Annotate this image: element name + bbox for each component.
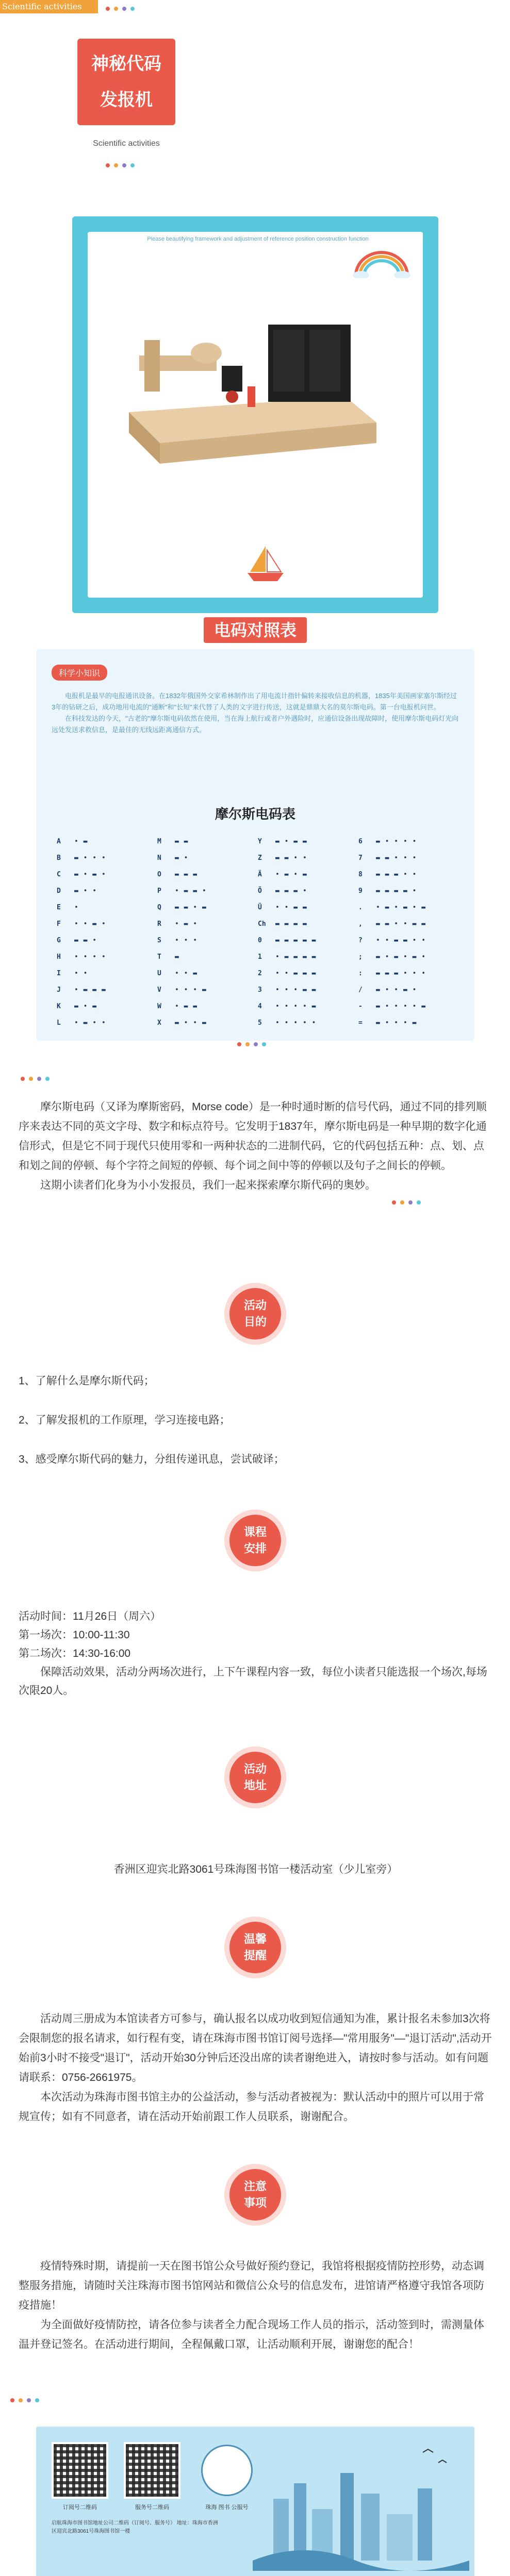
morse-code: ▬ • • • (74, 854, 106, 862)
location-heading-line1: 活动 (243, 1762, 267, 1775)
reminder-heading-line1: 温馨 (243, 1933, 267, 1945)
city-skyline-icon (253, 2437, 469, 2571)
morse-code: • • • • (74, 953, 106, 961)
purpose-item-2: 2、了解发报机的工作原理，学习连接电路； (19, 1414, 231, 1426)
qr1-label: 订阅号二维码 (63, 2504, 97, 2511)
morse-character: Y (258, 838, 262, 845)
footer-dots (10, 2396, 510, 2406)
morse-code: • • • • ▬ (275, 1003, 317, 1010)
morse-entry (157, 967, 258, 981)
sparkle-dots-left (21, 1074, 54, 1083)
morse-character: L (57, 1019, 61, 1027)
morse-entry (358, 835, 459, 849)
morse-character: 2 (258, 970, 262, 977)
morse-code: ▬ • • ▬ • (376, 986, 417, 994)
subscription-qr-code[interactable] (52, 2442, 108, 2499)
morse-code: • ▬ • (175, 920, 198, 928)
morse-code: ▬ • ▬ • ▬ • (376, 953, 426, 961)
notice-heading-line1: 注意 (243, 2180, 267, 2193)
morse-entry (157, 917, 258, 931)
morse-character: B (57, 854, 61, 862)
morse-code: • • ▬ • (74, 920, 106, 928)
morse-code: ▬ • ▬ (74, 1003, 97, 1010)
morse-code: • • ▬ ▬ (275, 904, 307, 911)
morse-character: 1 (258, 953, 262, 961)
purpose-heading-line1: 活动 (243, 1299, 267, 1312)
morse-code: • • (74, 970, 88, 977)
science-tag: 科学小知识 (52, 665, 107, 681)
morse-character: R (157, 920, 161, 928)
morse-code: ▬ • • • • (376, 838, 417, 845)
morse-code: ▬ • ▬ • (74, 871, 106, 878)
schedule-session-2: 第二场次：14:30-16:00 (19, 1648, 131, 1659)
morse-entry (358, 934, 459, 948)
intro-paragraph-2: 这期小读者们化身为小小发报员，我们一起来探索摩尔斯代码的奥妙。 (40, 1179, 376, 1191)
morse-entry (57, 851, 157, 866)
morse-code: ▬ • • • ▬ (376, 1019, 417, 1027)
morse-entry (258, 835, 358, 849)
morse-entry (358, 901, 459, 915)
morse-code: ▬ ▬ • • ▬ ▬ (376, 920, 426, 928)
morse-character: F (57, 920, 61, 928)
morse-entry (258, 934, 358, 948)
morse-entry (358, 868, 459, 882)
morse-code: • (74, 904, 79, 911)
morse-entry (157, 868, 258, 882)
morse-entry (258, 917, 358, 931)
morse-entry (157, 999, 258, 1014)
morse-entry (157, 901, 258, 915)
schedule-note: 保障活动效果，活动分两场次进行，上下午课程内容一致，每位小读者只能选报一个场次,每场次限20人。 (19, 1666, 487, 1697)
purpose-item-3: 3、感受摩尔斯代码的魅力，分组传递讯息，尝试破译； (19, 1453, 285, 1465)
product-panel (72, 216, 438, 613)
notice-heading-line2: 事项 (243, 2196, 267, 2209)
morse-code: • ▬ • • (74, 1019, 106, 1027)
hero-dots (106, 161, 139, 170)
morse-character: 4 (258, 1003, 262, 1010)
morse-entry (57, 917, 157, 931)
morse-entry (57, 868, 157, 882)
footer-address: 启航珠海市图书馆地址公司二维码（订阅号、服务号） 地址：珠海市香洲区迎宾北路3061号珠海图书馆一楼 (52, 2520, 218, 2534)
schedule-heading (229, 1515, 281, 1566)
morse-entry (157, 983, 258, 997)
mid-dots (237, 1040, 270, 1049)
morse-code: ▬ ▬ (175, 838, 189, 845)
morse-entry (358, 884, 459, 899)
morse-entry (57, 967, 157, 981)
morse-table (57, 835, 459, 1030)
morse-character: 3 (258, 986, 262, 994)
morse-character: E (57, 904, 61, 911)
morse-code: • • ▬ ▬ • • (376, 937, 426, 944)
morse-code: ▬ ▬ • • (275, 854, 307, 862)
morse-entry (57, 901, 157, 915)
morse-character: T (157, 953, 161, 961)
morse-character: 6 (358, 838, 363, 845)
purpose-heading-line2: 目的 (243, 1315, 267, 1328)
morse-code: ▬ ▬ • ▬ (175, 904, 207, 911)
morse-code: ▬ • • ▬ (175, 1019, 207, 1027)
reminder-paragraph-2: 本次活动为珠海市图书馆主办的公益活动，参与活动者被视为：默认活动中的照片可以用于常规宣传；如有不同意者，请在活动开始前跟工作人员联系，谢谢配合。 (19, 2091, 484, 2123)
telegraph-kit-image (119, 278, 387, 495)
hero-subtitle: Scientific activities (93, 139, 160, 148)
morse-entry (157, 884, 258, 899)
morse-code: ▬ ▬ • • • (376, 854, 417, 862)
service-qr-code[interactable] (124, 2442, 180, 2499)
notice-paragraph-2: 为全面做好疫情防控，请各位参与读者全力配合现场工作人员的指示，活动签到时，需测量体温并登记签名。在活动进行期间，全程佩戴口罩，让活动顺利开展，谢谢您的配合！ (19, 2319, 484, 2350)
location-heading (229, 1752, 281, 1803)
morse-character: C (57, 871, 61, 878)
morse-character: S (157, 937, 161, 944)
morse-code: ▬ ▬ ▬ ▬ • (376, 887, 417, 895)
morse-entry (57, 999, 157, 1014)
morse-entry (358, 851, 459, 866)
location-heading-line2: 地址 (243, 1779, 267, 1792)
morse-character: 0 (258, 937, 262, 944)
reminder-heading-line2: 提醒 (243, 1949, 267, 1962)
morse-code: • ▬ • ▬ (275, 871, 307, 878)
rainbow-icon (351, 247, 413, 278)
schedule-heading-line2: 安排 (243, 1542, 267, 1555)
morse-code: ▬ ▬ ▬ • • (376, 871, 417, 878)
morse-entry (157, 934, 258, 948)
morse-character: Z (258, 854, 262, 862)
morse-entry (157, 950, 258, 964)
morse-entry (258, 901, 358, 915)
morse-code: • • ▬ ▬ ▬ (275, 970, 317, 977)
science-paragraph-1: 电报机是最早的电报通讯设备。在1832年俄国外交家希林制作出了用电流计指针偏转来接收信息的机器，1835年美国画家塞尔斯经过3年的钻研之后，成功地用电流的"通断"和"长短"来代替了人类的文字进行传送，这就是鼎鼎大名的莫尔斯电码。第一台电报机问世。 (52, 692, 457, 711)
intro-paragraph-1: 摩尔斯电码（又译为摩斯密码，Morse code）是一种时通时断的信号代码，通过不同的排列顺序来表达不同的英文字母、数字和标点符号。它发明于1837年，摩尔斯电码是一种早期的数字化通信形式，但是它不同于现代只使用零和一两种状态的二进制代码，它的代码包括五种：点、划、点和划之间的停顿、每个字符之间短的停顿、每个词之间中等的停顿以及句子之间长的停顿。 (19, 1101, 487, 1172)
morse-code: • ▬ • ▬ • ▬ (376, 904, 426, 911)
morse-code: ▬ ▬ ▬ ▬ ▬ (275, 937, 317, 944)
morse-code: ▬ ▬ ▬ ▬ (275, 920, 307, 928)
product-frame (88, 232, 423, 598)
hero-title-line1: 神秘代码 (91, 54, 161, 74)
reminder-heading (229, 1922, 281, 1973)
location-address: 香洲区迎宾北路3061号珠海图书馆一楼活动室（少儿室旁） (113, 1863, 398, 1875)
reminder-paragraph-1: 活动周三册成为本馆读者方可参与，确认报名以成功收到短信通知为准，累计报名未参加3次将会限制您的报名请求，如行程有变，请在珠海市图书馆订阅号选择—"常用服务"—"退订活动",活动开始前3小时不接受"退订"，活动开始30分钟后还没出席的读者谢绝进入，请按时参与活动。如有问题请联系：0756-2661975。 (19, 2013, 492, 2083)
panel-caption: Please beautifying framework and adjustment of reference position construction function (147, 236, 369, 242)
morse-character: V (157, 986, 161, 994)
morse-banner: 电码对照表 (204, 617, 307, 643)
morse-table-title: 摩尔斯电码表 (215, 806, 295, 822)
morse-code: ▬ (175, 953, 179, 961)
schedule-time: 活动时间：11月26日（周六） (19, 1611, 161, 1622)
morse-entry (57, 934, 157, 948)
morse-character: 9 (358, 887, 363, 895)
morse-character: P (157, 887, 161, 895)
morse-entry (358, 999, 459, 1014)
morse-entry (57, 835, 157, 849)
qr2-label: 服务号二维码 (135, 2504, 169, 2511)
top-dots (106, 4, 139, 13)
purpose-item-1: 1、了解什么是摩尔斯代码； (19, 1375, 155, 1387)
reminder-text (19, 2009, 493, 2127)
morse-character: / (358, 986, 363, 994)
morse-code: • ▬ ▬ ▬ (74, 986, 106, 994)
morse-entry (258, 967, 358, 981)
hero-title-line2: 发报机 (100, 90, 153, 110)
morse-character: J (57, 986, 61, 994)
morse-code: • ▬ (74, 838, 88, 845)
morse-code: • ▬ ▬ (175, 1003, 198, 1010)
schedule-text (19, 1607, 493, 1700)
logo-label: 珠海 图书 公服号 (205, 2504, 249, 2511)
morse-entry (358, 967, 459, 981)
morse-entry (358, 950, 459, 964)
morse-code: ▬ ▬ ▬ • (275, 887, 307, 895)
morse-code: ▬ • ▬ ▬ (275, 838, 307, 845)
footer-card (36, 2427, 474, 2576)
morse-entry (157, 851, 258, 866)
morse-character: - (358, 1003, 363, 1010)
morse-character: ; (358, 953, 363, 961)
morse-character: Ä (258, 871, 262, 878)
morse-character: G (57, 937, 61, 944)
morse-character: A (57, 838, 61, 845)
morse-code: • ▬ ▬ ▬ ▬ (275, 953, 317, 961)
morse-entry (157, 1016, 258, 1030)
notice-text (19, 2257, 493, 2354)
morse-character: H (57, 953, 61, 961)
morse-character: ? (358, 937, 363, 944)
morse-character: Ü (258, 904, 262, 911)
morse-character: N (157, 854, 161, 862)
morse-character: O (157, 871, 161, 878)
morse-character: Q (157, 904, 161, 911)
morse-character: 5 (258, 1019, 262, 1027)
morse-character: D (57, 887, 61, 895)
morse-character: M (157, 838, 161, 845)
schedule-heading-line1: 课程 (243, 1526, 267, 1538)
morse-character: K (57, 1003, 61, 1010)
morse-character: Ö (258, 887, 262, 895)
sailboat-icon (242, 541, 289, 587)
morse-entry (358, 1016, 459, 1030)
hero-title (77, 39, 175, 125)
morse-entry (358, 983, 459, 997)
morse-entry (57, 884, 157, 899)
sparkle-dots-right (392, 1198, 425, 1207)
morse-code: • • • • • (275, 1019, 317, 1027)
morse-entry (258, 1016, 358, 1030)
morse-code: • • • ▬ ▬ (275, 986, 317, 994)
morse-character: Ch (258, 920, 266, 928)
notice-paragraph-1: 疫情特殊时期，请提前一天在图书馆公众号做好预约登记，我馆将根据疫情防控形势，动态调整服务措施，请随时关注珠海市图书馆网站和微信公众号的信息发布，进馆请严格遵守我馆各项防疫措施！ (19, 2260, 484, 2311)
morse-code: ▬ • (175, 854, 189, 862)
morse-character: U (157, 970, 161, 977)
morse-character: W (157, 1003, 161, 1010)
morse-entry (358, 917, 459, 931)
morse-character: = (358, 1019, 363, 1027)
morse-entry (258, 950, 358, 964)
purpose-list (19, 1370, 493, 1470)
schedule-session-1: 第一场次：10:00-11:30 (19, 1629, 130, 1641)
morse-entry (57, 1016, 157, 1030)
morse-code: • ▬ ▬ • (175, 887, 207, 895)
morse-character: . (358, 904, 363, 911)
morse-code: ▬ • • • • ▬ (376, 1003, 426, 1010)
morse-character: X (157, 1019, 161, 1027)
morse-code: • • • (175, 937, 198, 944)
morse-card (36, 649, 474, 1041)
science-text (52, 690, 459, 736)
morse-code: ▬ ▬ ▬ (175, 871, 198, 878)
top-tag: Scientific activities (0, 0, 98, 13)
morse-entry (258, 999, 358, 1014)
morse-code: ▬ ▬ • (74, 937, 97, 944)
intro-text (19, 1097, 493, 1195)
morse-code: ▬ ▬ ▬ • • • (376, 970, 426, 977)
morse-character: , (358, 920, 363, 928)
morse-entry (258, 983, 358, 997)
morse-code: ▬ • • (74, 887, 97, 895)
notice-heading (229, 2169, 281, 2221)
morse-entry (157, 835, 258, 849)
morse-entry (258, 884, 358, 899)
library-logo-icon (201, 2445, 253, 2496)
purpose-heading (229, 1288, 281, 1340)
morse-code: • • • ▬ (175, 986, 207, 994)
morse-entry (258, 868, 358, 882)
morse-character: 8 (358, 871, 363, 878)
morse-character: 7 (358, 854, 363, 862)
morse-entry (258, 851, 358, 866)
morse-entry (57, 983, 157, 997)
morse-character: : (358, 970, 363, 977)
morse-entry (57, 950, 157, 964)
morse-code: • • ▬ (175, 970, 198, 977)
science-paragraph-2: 在科技发达的今天，"古老的"摩尔斯电码依然在使用，当在海上航行或者户外遇险时，应通信设备出现故障时，使用摩尔斯电码灯光向远处发送求救信息，是最佳的无线远距离通信方式。 (52, 715, 459, 734)
morse-character: I (57, 970, 61, 977)
